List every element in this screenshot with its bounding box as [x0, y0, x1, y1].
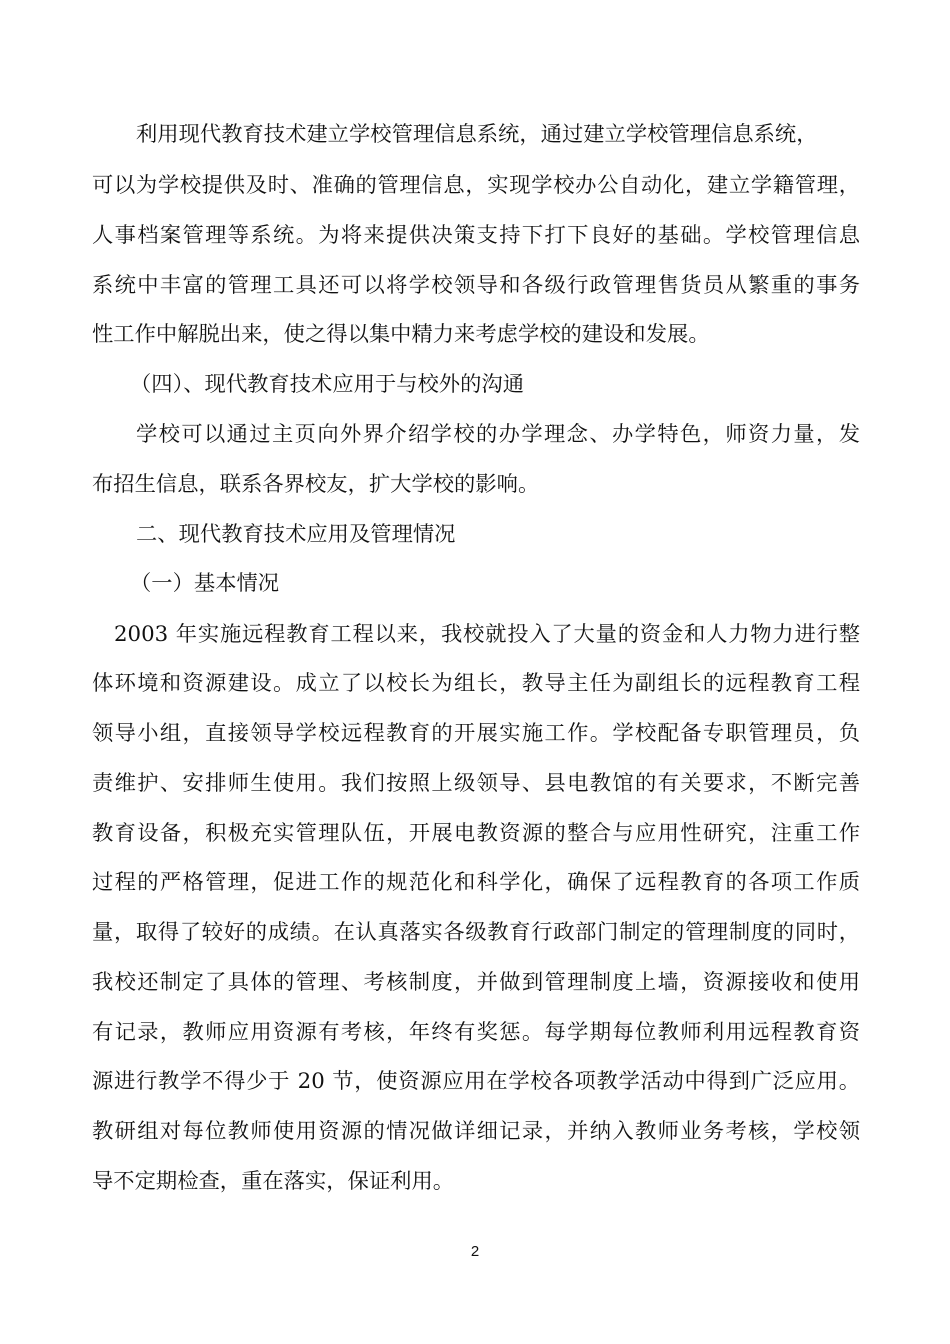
paragraph-1-line-4: 系统中丰富的管理工具还可以将学校领导和各级行政管理售货员从繁重的事务: [92, 273, 860, 298]
paragraph-2-line-2: 布招生信息，联系各界校友，扩大学校的影响。: [92, 472, 540, 497]
paragraph-3-line-8: 我校还制定了具体的管理、考核制度，并做到管理制度上墙，资源接收和使用: [92, 970, 860, 995]
paragraph-3-line-12: 导不定期检查，重在落实，保证利用。: [92, 1169, 455, 1194]
paragraph-1-line-2: 可以为学校提供及时、准确的管理信息，实现学校办公自动化，建立学籍管理，: [92, 173, 860, 198]
paragraph-1-line-3: 人事档案管理等系统。为将来提供决策支持下打下良好的基础。学校管理信息: [92, 223, 860, 248]
paragraph-3-line-3: 领导小组，直接领导学校远程教育的开展实施工作。学校配备专职管理员，负: [92, 721, 860, 746]
paragraph-3-line-6: 过程的严格管理，促进工作的规范化和科学化，确保了远程教育的各项工作质: [92, 870, 860, 895]
paragraph-3-line-4: 责维护、安排师生使用。我们按照上级领导、县电教馆的有关要求，不断完善: [92, 771, 860, 796]
paragraph-3-line-10: 源进行教学不得少于 20 节，使资源应用在学校各项教学活动中得到广泛应用。: [92, 1069, 860, 1094]
page-number: 2: [470, 1243, 480, 1260]
section-heading-2: 二、现代教育技术应用及管理情况: [136, 522, 456, 547]
paragraph-1-line-5: 性工作中解脱出来，使之得以集中精力来考虑学校的建设和发展。: [92, 322, 710, 347]
paragraph-3-line-5: 教育设备，积极充实管理队伍，开展电教资源的整合与应用性研究，注重工作: [92, 821, 860, 846]
paragraph-3-line-1: 2003 年实施远程教育工程以来，我校就投入了大量的资金和人力物力进行整: [114, 622, 860, 647]
paragraph-3-line-2: 体环境和资源建设。成立了以校长为组长，教导主任为副组长的远程教育工程: [92, 671, 860, 696]
paragraph-3-line-9: 有记录，教师应用资源有考核，年终有奖惩。每学期每位教师利用远程教育资: [92, 1020, 860, 1045]
paragraph-3-line-7: 量，取得了较好的成绩。在认真落实各级教育行政部门制定的管理制度的同时，: [92, 920, 860, 945]
subsection-heading-1: （一）基本情况: [130, 571, 280, 596]
paragraph-3-line-11: 教研组对每位教师使用资源的情况做详细记录，并纳入教师业务考核，学校领: [92, 1119, 860, 1144]
paragraph-2-line-1: 学校可以通过主页向外界介绍学校的办学理念、办学特色，师资力量，发: [136, 422, 860, 447]
section-heading-4: （四）、现代教育技术应用于与校外的沟通: [130, 372, 524, 397]
paragraph-1-line-1: 利用现代教育技术建立学校管理信息系统，通过建立学校管理信息系统，: [136, 122, 818, 147]
